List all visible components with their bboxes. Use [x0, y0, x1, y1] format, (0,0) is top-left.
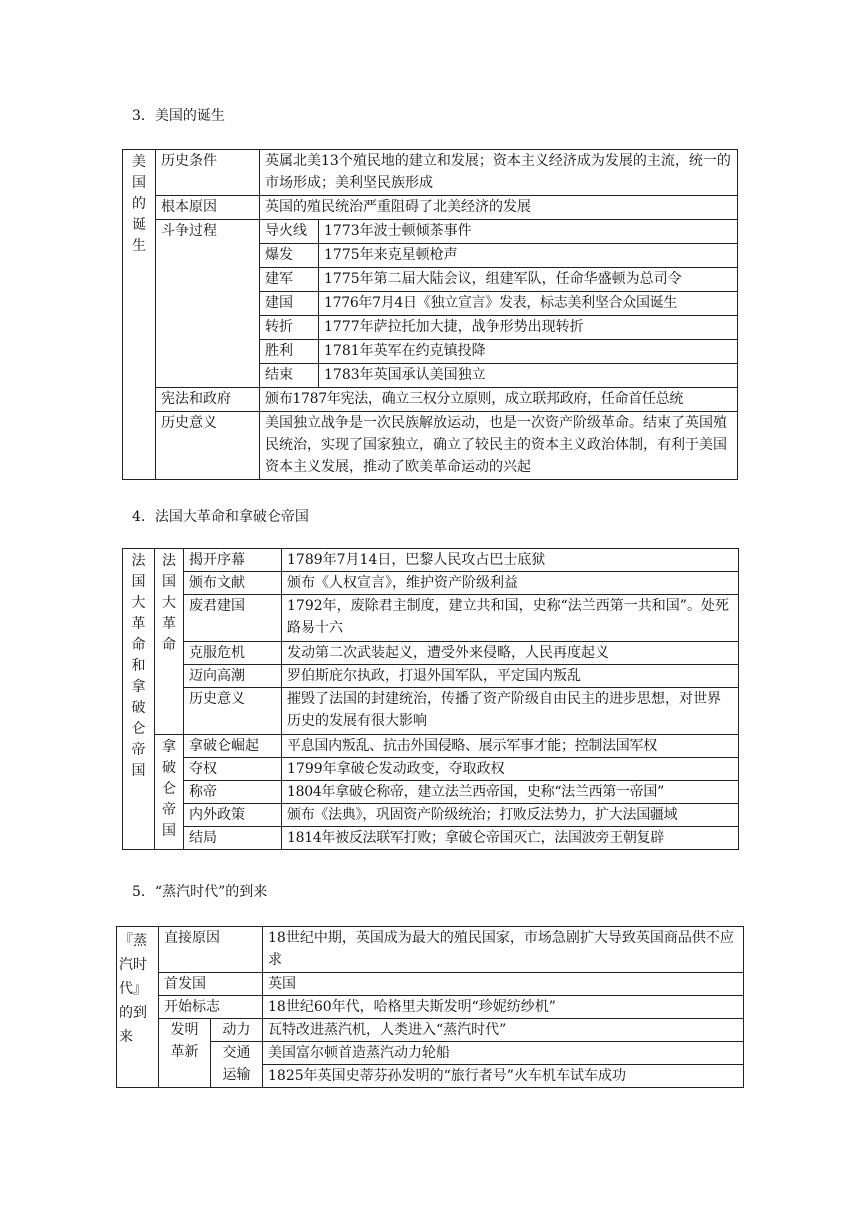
revolution-stage-content: 罗伯斯庇尔执政，打退外国军队，平定国内叛乱: [282, 665, 739, 688]
power-content: 瓦特改进蒸汽机，人类进入“蒸汽时代”: [263, 1019, 744, 1042]
revolution-stage-content: 1789年7月14日，巴黎人民攻占巴士底狱: [282, 549, 739, 572]
constitution-label: 宪法和政府: [156, 388, 260, 412]
struggle-stage-label: 胜利: [260, 340, 319, 364]
struggle-stage-content: 1783年英国承认美国独立: [319, 364, 738, 388]
significance-content: 美国独立战争是一次民族解放运动，也是一次资产阶级革命。结束了英国殖民统治，实现了国家独立，确立了较民主的资本主义政治体制，有利于美国资本主义发展，推动了欧美革命运动的兴起: [260, 412, 738, 480]
struggle-stage-label: 建国: [260, 292, 319, 316]
revolution-stage-label: 废君建国: [184, 595, 282, 642]
transport-content: 1825年英国史蒂芬孙发明的“旅行者号”火车机车试车成功: [263, 1065, 744, 1088]
start-sign-label: 开始标志: [159, 996, 263, 1019]
revolution-stage-label: 迈向高潮: [184, 665, 282, 688]
direct-cause-label: 直接原因: [159, 927, 263, 973]
revolution-stage-content: 发动第二次武装起义，遭受外来侵略，人民再度起义: [282, 642, 739, 665]
revolution-stage-label: 历史意义: [184, 688, 282, 735]
section-3-heading: 3．美国的诞生: [132, 108, 225, 124]
history-condition-content: 英属北美13个殖民地的建立和发展；资本主义经济成为发展的主流，统一的市场形成；美利坚民族形成: [260, 150, 738, 196]
invention-label: 发明 革新: [159, 1019, 211, 1088]
significance-label: 历史意义: [156, 412, 260, 480]
struggle-stage-content: 1775年第二届大陆会议，组建军队，任命华盛顿为总司令: [319, 268, 738, 292]
empire-stage-label: 称帝: [184, 781, 282, 804]
revolution-stage-label: 克服危机: [184, 642, 282, 665]
empire-stage-content: 平息国内叛乱、抗击外国侵略、展示军事才能；控制法国军权: [282, 735, 739, 758]
revolution-stage-label: 揭开序幕: [184, 549, 282, 572]
struggle-stage-content: 1775年来克星顿枪声: [319, 244, 738, 268]
revolution-stage-content: 摧毁了法国的封建统治，传播了资产阶级自由民主的进步思想，对世界历史的发展有很大影响: [282, 688, 739, 735]
struggle-stage-label: 结束: [260, 364, 319, 388]
us-birth-table: [122, 149, 738, 480]
struggle-label: 斗争过程: [156, 220, 260, 388]
struggle-stage-content: 1773年波士顿倾茶事件: [319, 220, 738, 244]
transport-content: 美国富尔顿首造蒸汽动力轮船: [263, 1042, 744, 1065]
revolution-stage-content: 1792年，废除君主制度，建立共和国，史称“法兰西第一共和国”。处死路易十六: [282, 595, 739, 642]
revolution-stage-content: 颁布《人权宣言》，维护资产阶级利益: [282, 572, 739, 595]
struggle-stage-label: 导火线: [260, 220, 319, 244]
revolution-stage-label: 颁布文献: [184, 572, 282, 595]
revolution-label: 法 国 大 革 命: [155, 549, 184, 735]
struggle-stage-content: 1781年英军在约克镇投降: [319, 340, 738, 364]
constitution-content: 颁布1787年宪法，确立三权分立原则，成立联邦政府，任命首任总统: [260, 388, 738, 412]
empire-stage-label: 内外政策: [184, 804, 282, 827]
struggle-stage-label: 建军: [260, 268, 319, 292]
power-label: 动力: [211, 1019, 263, 1042]
struggle-stage-content: 1776年7月4日《独立宣言》发表，标志美利坚合众国诞生: [319, 292, 738, 316]
transport-label: 交通 运输: [211, 1042, 263, 1088]
history-condition-label: 历史条件: [156, 150, 260, 196]
empire-stage-content: 1814年被反法联军打败；拿破仑帝国灭亡，法国波旁王朝复辟: [282, 827, 739, 850]
struggle-stage-label: 爆发: [260, 244, 319, 268]
empire-stage-content: 1804年拿破仑称帝，建立法兰西帝国，史称“法兰西第一帝国”: [282, 781, 739, 804]
first-country-content: 英国: [263, 973, 744, 996]
french-revolution-table: [122, 548, 739, 850]
root-cause-content: 英国的殖民统治严重阻碍了北美经济的发展: [260, 196, 738, 220]
empire-label: 拿 破 仑 帝 国: [155, 735, 184, 850]
struggle-stage-content: 1777年萨拉托加大捷，战争形势出现转折: [319, 316, 738, 340]
section-4-heading: 4．法国大革命和拿破仑帝国: [132, 509, 309, 525]
start-sign-content: 18世纪60年代，哈格里夫斯发明“珍妮纺纱机”: [263, 996, 744, 1019]
us-birth-label: 美 国 的 诞 生: [123, 150, 156, 480]
empire-stage-label: 拿破仑崛起: [184, 735, 282, 758]
first-country-label: 首发国: [159, 973, 263, 996]
root-cause-label: 根本原因: [156, 196, 260, 220]
steam-age-label: 『蒸汽时代』的到来: [117, 927, 159, 1088]
french-revolution-napoleon-label: 法 国 大 革 命 和 拿 破 仑 帝 国: [123, 549, 155, 850]
section-5-heading: 5．“蒸汽时代”的到来: [132, 884, 268, 900]
steam-age-table: [116, 926, 744, 1088]
empire-stage-label: 结局: [184, 827, 282, 850]
empire-stage-content: 1799年拿破仑发动政变，夺取政权: [282, 758, 739, 781]
direct-cause-content: 18世纪中期，英国成为最大的殖民国家，市场急剧扩大导致英国商品供不应求: [263, 927, 744, 973]
empire-stage-label: 夺权: [184, 758, 282, 781]
struggle-stage-label: 转折: [260, 316, 319, 340]
empire-stage-content: 颁布《法典》，巩固资产阶级统治；打败反法势力，扩大法国疆域: [282, 804, 739, 827]
